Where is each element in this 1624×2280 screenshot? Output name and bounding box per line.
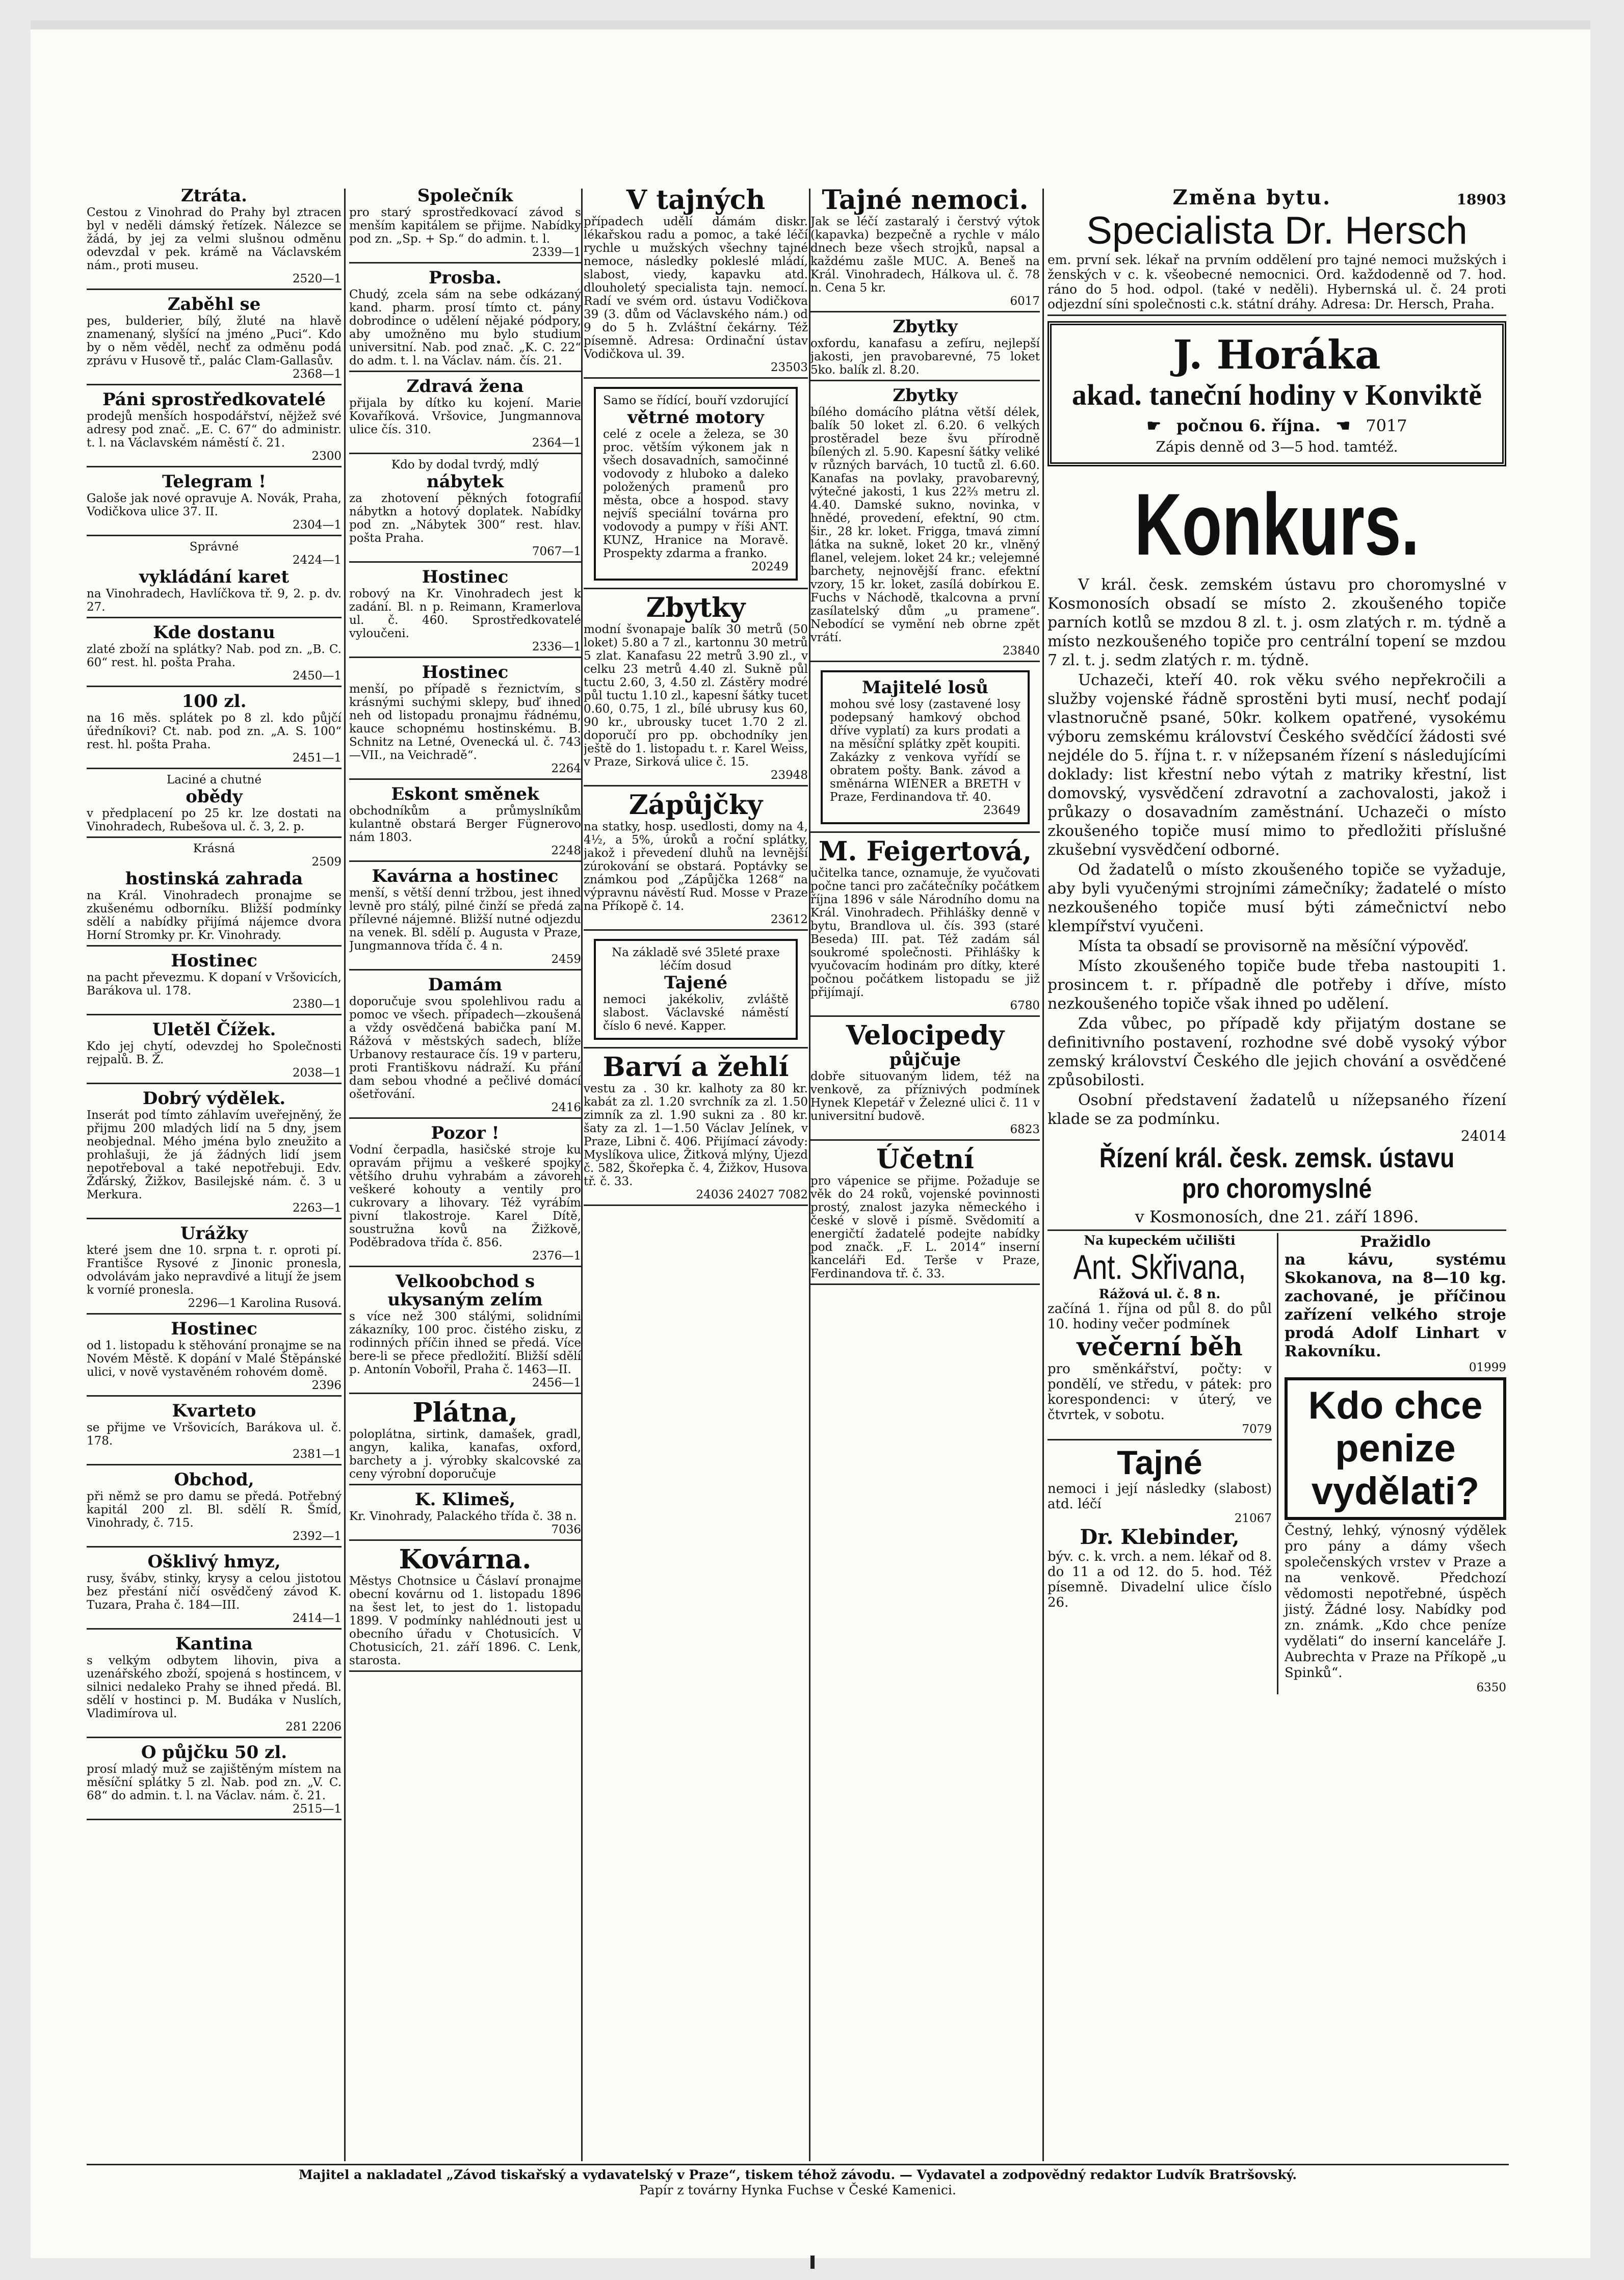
ad-body: se přijme ve Vršovicích, Barákova ul. č. 178. [87,1421,342,1448]
divider [1047,1439,1272,1440]
classified-ad [87,840,342,947]
kdo-title: Kdo chce penize vydělati? [1285,1377,1506,1520]
ad-number: 2248 [551,844,581,857]
hersch-title: Specialista Dr. Hersch [1086,209,1468,252]
ad-body: které jsem dne 10. srpna t. r. oproti pí. Františce Rysové z Jinonic pronesla, odvolávám jako nepravdivé a litují že jsem k vorníé pronesla. [87,1244,342,1297]
ad-number: 2456—1 [532,1376,581,1390]
ad-number: 2520—1 [292,272,342,285]
ad-number: 2381—1 [292,1448,342,1461]
ad-body: na Vinohradech, Havlíčkova tř. 9, 2. p. dv. 27. [87,587,342,614]
ad-number: 23840 [1002,644,1040,658]
ad-horak [1047,321,1506,466]
ad-body: Galoše jak nové opravuje A. Novák, Praha, Vodičkova ulice 37. II. [87,492,342,518]
ad-body: bílého domácího plátna větší délek, balík 50 loket zl. 6.20. 6 velkých prostěradel beze švu přírodně bílených zl. 5.90. Kapesní šátky veliké v různých barvách, 10 tuctů zl. 6.60. Kanafas na povlaky, pravobarevný, výtečné jakosti, 1 kus 22⅔ metru zl. 4.40. Damské sukno, novinka, v hnědé, provedení, efektní, 90 ctm. šir., 28 kr. loket. Frigga, tmavá zimní látka na sukně, loket 20 kr., vlněný flanel, velejem. loket 24 kr.; velejemné barchety, nejnovější franc. efektní vzory, 15 kr. loket, zasílá dobírkou E. Fuchs v Náchodě, tkalcovna a první zasílatelský dům „u pramene“. Nebodící se vymění neb obrne zpět vrátí. [810,406,1040,644]
ad-body: Vodní čerpadla, hasičské stroje ku opravám přijmu a veškeré spojky většího druhu vyhrabám a závoreh veškeré kohouty a ventily pro cukrovary a lihovary. Též vyrábím pivní tlakostroje. Karel Dítě, soustružna kovů na Žižkově, Poděbradova třída č. 856. [349,1143,581,1249]
ad-number: 23612 [770,913,808,926]
ad-body: zlaté zboží na splátky? Nab. pod zn. „B. C. 60“ rest. hl. pošta Praha. [87,643,342,669]
konkurs-paragraph: Osobní představení žadatelů u nížepsaného řízení klade se za podmínku. [1047,1091,1506,1128]
ad-skrivan [1047,1233,1278,1694]
classified-ad [349,1121,581,1267]
tajne-body: nemoci i její následky (slabost) atd. léčí [1047,1481,1272,1512]
ad-body: rusy, švábv, stinky, krysy a celou jistotou bez přestání ničí osvědčený závod K. Tuzara, Praha č. 184—III. [87,1572,342,1612]
classified-ad [810,1019,1040,1141]
classified-ad [87,1550,342,1630]
ad-heading: Kavárna a hostinec [372,866,559,886]
ad-heading: Zbytky [893,385,958,406]
footer-imprint: Majitel a nakladatel „Závod tiskařský a vydavatelský v Praze“, tiskem téhož závodu. — Vydavatel a zodpovědný redaktor Ludvík Bratršovský. [298,2167,1297,2182]
ad-body: poloplátna, sirtink, damašek, gradl, angyn, kalika, kanafas, oxford, barchety a j. výrobky skalcovské za ceny výrobní doporučuje [349,1428,581,1481]
ad-heading: V tajných [626,185,766,216]
skrivan-course: večerní běh [1077,1331,1243,1361]
classified-ad [349,456,581,563]
classified-ad [349,266,581,372]
ad-body: doporučuje svou spolehlivou radu a pomoc ve všech. případech—zkoušená a vždy osvědčená babička paní M. Rážová v městských sadech, blíže Urbanovy restaurace čís. 19 v parteru, proti Františkovu nádraží. Ku přání dam sebou vhodné a pečlivé domácí ošetřování. [349,995,581,1101]
ad-number: 7079 [1242,1423,1272,1436]
ad-body: vestu za . 30 kr. kalhoty za 80 kr. kabát za zl. 1.20 svrchník za zl. 1.50 zimník za zl. 1.90 sukni za . 80 kr. šaty za zl. 1—1.50 Václav Jelínek, v Praze, Libni č. 406. Přijímací závody: Myslíkova ulice, Žitková mlýny, Újezd č. 582, Škořepka č. 4, Žižkov, Husova tř. č. 33. [584,1082,808,1188]
ad-body: modní švonapaje balík 30 metrů (50 loket) 5.80 a 7 zl., kartonnu 30 metrů 5 zlat. Kanafasu 22 metrů 3.90 zl., v celku 23 metrů 4.40 zl. Sukně půl tuctu 2.60, 3, 4.50 zl. Zástěry modré půl tuctu 1.10 zl., kapesní šátky tucet 0.60, 0.75, 1 zl., bílé ubrusy kus 60, 90 kr., ubrousky tucet 1.70 2 zl. doporučí pro pp. obchodníky jen ještě do 1. listopadu t. r. Karel Weiss, v Praze, Sirková ulice č. 15. [584,623,808,769]
ad-number: 2364—1 [532,436,581,450]
classified-ad [87,1399,342,1465]
ad-number: 2414—1 [292,1612,342,1625]
ad-heading: Zbytky [646,592,746,623]
horak-line: akad. taneční hodiny v Konviktě [1071,378,1482,411]
ad-heading: Zaběhl se [167,294,261,315]
page-edge [31,20,1590,30]
konkurs-date: v Kosmonosích, dne 21. září 1896. [1135,1207,1419,1226]
skrivan-body: začíná 1. října od půl 8. do půl 10. hodiny večer podmínek [1047,1301,1272,1332]
konkurs-paragraph: Místa ta obsadí se provisorně na měsíční výpověď. [1078,937,1469,955]
ad-heading: Ošklivý hmyz, [147,1552,281,1572]
column-rule [581,189,583,2161]
ad-body: prosí mladý muž se zajištěným místem na měsíční splátky 5 zl. Nab. pod zn. „V. C. 68“ do admin. t. l. na Václav. nám. č. 21. [87,1763,342,1802]
ad-heading: Hostinec [171,951,257,971]
ad-number: 2339—1 [532,246,581,259]
ad-number: 6823 [1010,1123,1040,1136]
tajne-doctor: Dr. Klebinder, [1080,1525,1240,1549]
footer-paper: Papír z továrny Hynka Fuchse v České Kamenici. [639,2183,956,2197]
ad-subheading: půjčuje [889,1050,961,1070]
ad-number: 23948 [770,769,808,782]
ad-body: Inserát pod tímto záhlavím uveřejněný, že přijmu 200 mladých lidí na 5 dny, jsem neobjednal. Mého jména bylo zneužito a prohlašuji, že já žádných lidí jsem nepotřeboval a také nepotřebuji. Edv. Žďárský, Žižkov, Basilejské nám. č. 3 u Merkura. [87,1109,342,1201]
pointing-hand-icon: ☚ [1335,416,1351,435]
classified-ad [87,184,342,290]
classified-ad [349,565,581,658]
classified-ad [349,660,581,780]
ad-heading: Velkoobchod s ukysaným zelím [387,1271,543,1310]
column-3 [584,184,808,1208]
ad-preheading: Samo se řídící, bouří vzdorující [603,394,789,407]
ad-body: s velkým odbytem lihovin, piva a uzenářského zboží, spojená s hostincem, v silnici nedaleko Prahy se ihned předá. Bl. sdělí v hostinci p. M. Budáka v Nuslích, Vladimírova ul. [87,1654,342,1720]
ad-number: 2451—1 [292,751,342,765]
classified-ad [349,973,581,1119]
ad-heading: Uletěl Čížek. [152,1019,276,1040]
footer [87,2167,1509,2198]
ad-heading: větrné motory [627,407,764,428]
ad-konkurs [1047,471,1506,1231]
skrivan-name: Ant. Skřivana, [1073,1248,1246,1287]
classified-ad [87,1017,342,1084]
skrivan-body-2: pro směnkářství, počty: v pondělí, ve středu, v pátek: pro korespondenci: v úterý, ve čtvrtek, v sobotu. [1047,1361,1272,1423]
ad-number: 2264 [551,762,581,775]
ad-heading: Dobrý výdělek. [142,1088,286,1109]
ad-heading: 100 zl. [181,691,247,712]
ad-heading: Ztráta. [180,186,248,206]
ad-number: 2336—1 [532,640,581,653]
ad-number: 281 2206 [285,1720,342,1734]
ad-number: 24036 24027 7082 [696,1188,808,1201]
ad-body: s více než 300 stálými, solidními zákazníky, 100 proc. čistého zisku, z rodinných příčin ihned se předá. Více bere-li se přece předložití. Bližší sdělí p. Antonín Vobořil, Praha č. 1463—II. [349,1310,581,1376]
classified-ad [349,184,581,264]
horak-name: J. Horáka [1173,332,1381,378]
ad-body: na pacht převezmu. K dopaní v Vršovicích, Barákova ul. 178. [87,971,342,998]
bottom-ads [1047,1233,1506,1694]
ad-heading: Pozor ! [431,1123,500,1143]
classified-ad [810,184,1040,312]
classified-ad [584,591,808,787]
ad-number: 7017 [1366,416,1407,435]
ad-number: 6017 [1010,295,1040,308]
ad-number: 7036 [551,1523,581,1536]
ad-body: od 1. listopadu k stěhování pronajme se na Novém Městě. K dopání v Malé Štěpánské ulici, v nově vystavěném rohovém domě. [87,1339,342,1379]
konkurs-paragraph: V král. česk. zemském ústavu pro choromyslné v Kosmonosích obsadí se místo 2. zkoušeného topiče parních kotlů se mzdou 8 zl. t. j. osm zlatých r. m. týdně a místo nezkoušeného topiče pro centrální topení se mzdou 7 zl. t. j. sedm zlatých r. m. týdně. [1047,576,1506,669]
ad-heading: O půjčku 50 zl. [141,1742,287,1763]
ad-number: 20249 [751,560,789,573]
classified-ad [810,664,1040,833]
ad-number: 2296—1 Karolina Rusová. [188,1297,342,1310]
ad-body: na statky, hosp. usedlosti, domy na 4, 4½, a 5%, úroků a roční splátky, jakož i převedení dluhů na levnější zúrokování se obstará. Poptávky se známkou pod „Zápůjčka 1268“ na výpravnu návěstí Rud. Mosse v Praze na Příkopě č. 14. [584,820,808,913]
classified-ad [87,469,342,536]
ad-body: Cestou z Vinohrad do Prahy byl ztracen byl v neděli dámský řetízek. Nálezce se žádá, by jej za velmi slušnou odměnu odevzdal v pek. krámě na Václavském nám., proti museu. [87,206,342,272]
classified-ad [349,1543,581,1672]
ad-number: 6780 [1010,999,1040,1012]
ad-number: 2380—1 [292,998,342,1011]
ad-number: 21067 [1234,1512,1272,1525]
column-5 [1047,184,1506,1694]
ad-number: 2368—1 [292,368,342,381]
column-1 [87,184,342,1822]
ad-heading: Damám [428,975,503,995]
ad-number: 24014 [1460,1128,1506,1144]
ad-body: Kdo jej chytí, odevzdej ho Společnosti rejpalů. B. Ž. [87,1040,342,1066]
classified-ad [810,835,1040,1017]
konkurs-paragraph: Zda vůbec, po případě kdy přijatým dostane se definitivního postavení, rozhodne své době vysoký výbor zemský království Českého dle jejich chování a osvědčené způsobilosti. [1047,1015,1506,1089]
ad-heading: Majitelé losů [861,677,989,698]
ad-body: pro vápenice se přijme. Požaduje se věk do 24 roků, vojenské povinnosti prostý, znalost jazyka německého i české v slově i písmě. Svědomití a energičtí žadatelé podejte nabídky pod značk. „F. L. 2014“ inserní kanceláři Ed. Terše v Praze, Ferdinandova tř. č. 33. [810,1174,1040,1280]
ad-body: za zhotovení pěkných fotografií nábytkn a hotový doplatek. Nabídky pod zn. „Nábytek 300“ rest. hlav. pošta Praha. [349,492,581,545]
classified-ad [87,771,342,838]
tajne-title: Tajné [1117,1444,1202,1481]
classified-ad [87,1467,342,1548]
classified-ad [810,1143,1040,1285]
ad-body: případech udělí dámám diskr. lékařskou radu a pomoc, a také léčí rychle u mužských všechny tajné nemoce, následky pokleslé mládí, slabost, viedy, kapavku atd. dlouholetý specialista tajn. nemocí. Radí ve svém ord. ústavu Vodičkova 39 (3. dům od Václavského nám.) od 9 do 5 h. Zvláštní čekárny. Též písemně. Adresa: Ordinační ústav Vodičkova ul. 39. [584,215,808,361]
ad-preheading: Laciné a chutné [166,773,262,787]
ad-body: učitelka tance, oznamuje, že vyučovati počne tanci pro začátečníky počátkem října 1896 v sále Národního domu na Král. Vinohradech. Přihlášky denně v bytu, Brandlova ul. čís. 393 (staré Beseda) III. pat. Též zadám sál soukromé společnosti. Přihlášky k vyučovacím hodinám pro dítky, které počnou počátkem listopadu se již přijímají. [810,867,1040,999]
ad-body: pro starý sprostředkovací závod s menším kapitálem se přijme. Nabídky pod zn. „Sp. + Sp.“ do admin. t. l. [349,206,581,246]
ad-number: 2376—1 [532,1249,581,1263]
classified-ad [584,184,808,379]
konkurs-paragraph: Uchazeči, kteří 40. rok věku svého nepřekročili a služby vojenské řádně sprostěni byti musí, nechť podají vlastnoručně psané, 50kr. kolkem opatřené, vysokému výboru zemskému království Českého svědčící žádosti své nejdéle do 5. října t. r. v nížepsaném řízení s následujícími doklady: list křestní nebo výtah z matriky křestní, list domovský, vysvědčení zdravotní a zachovalosti, jakož i průkazy o dosavadním zaměstnání. Uchazeči o místo zkoušeného topiče musí mimo to předložiti příslušné zkušební vysvědčení odborné. [1047,671,1506,859]
ad-body: Jak se léčí zastaralý i čerstvý výtok (kapavka) bezpečně a rychle v málo dnech beze všech strojků, napsal a každému zašle MUC. A. Beneš na Král. Vinohradech, Hálkova ul. č. 78 n. Cena 5 kr. [810,215,1040,295]
classified-ad [87,949,342,1015]
classified-ad [349,1487,581,1541]
classified-ad [349,1269,581,1394]
ad-body: celé z ocele a železa, se 30 proc. větším výkonem jak n všech dosavadních, samočinné vodovody z hluboko a daleko položených pramenů pro města, obce a hospod. stavy nejvíš speciální továrna pro vodovody a pumpy v říši ANT. KUNZ, Hranice na Moravě. Prospekty zdarma a franko. [603,428,789,560]
classified-ad [87,387,342,467]
classified-ad [87,1086,342,1219]
ad-heading: Eskont směnek [391,784,539,804]
ad-number: 6350 [1476,1681,1506,1694]
horak-note: Zápis denně od 3—5 hod. tamtéž. [1156,438,1398,455]
prazidlo-body: na kávu, systému Skokanova, na 8—10 kg. zachované, je příčinou zařízení velkého stroje prodá Adolf Linhart v Rakovníku. [1285,1251,1506,1360]
ad-heading: Kantina [175,1634,253,1654]
newspaper-page [31,20,1590,2258]
ad-heading: vykládání karet [139,567,290,587]
ad-heading: Prosba. [429,268,502,288]
ad-number: 2396 [311,1379,342,1392]
ad-heading: Kovárna. [399,1544,532,1575]
ad-heading: Velocipedy [846,1020,1005,1051]
classified-ad [810,383,1040,662]
ad-preheading: Správné [189,540,239,554]
ad-heading: Zbytky [893,317,958,337]
konkurs-title: Konkurs. [1134,476,1420,573]
ad-heading: obědy [186,787,243,807]
ad-body: v předplacení po 25 kr. lze dostati na Vinohradech, Rubešova ul. č. 3, 2. p. [87,807,342,833]
hersch-body: em. první sek. lékař na prvním oddělení pro tajné nemoci mužských i ženských v c. k. všeobecné nemocnici. Ord. každodenně od 7. hod. ráno do 5 hod. odpol. (také v neděli). Hybernská ul. č. 24 proti odjezdní síni společnosti c.k. státní dráhy. Adresa: Dr. Hersch, Praha. [1047,252,1506,311]
ad-heading: K. Klimeš, [414,1489,516,1510]
ad-heading: Urážky [180,1223,248,1244]
classified-ad [87,1317,342,1397]
ad-body: při němž se pro damu se předá. Potřebný kapitál 200 zl. Bl. sdělí R. Šmíd, Vinohrady, č. 715. [87,1490,342,1530]
ad-heading: Obchod, [174,1470,254,1490]
ad-body: obchodníkům a průmyslníkům kulantně obstará Berger Fügnerovo nám 1803. [349,804,581,844]
ad-number: 01999 [1469,1361,1506,1374]
horak-start: počnou 6. října. [1176,416,1321,435]
column-2 [349,184,581,1674]
pointing-hand-icon: ☛ [1146,416,1162,435]
ad-heading: Účetní [876,1144,974,1175]
skrivan-pre: Na kupeckém učilišti [1084,1233,1236,1248]
ad-heading: Hostinec [422,662,509,683]
ad-number: 23649 [983,804,1020,817]
ad-number: 2424—1 [292,554,342,567]
classified-ad [87,620,342,687]
ad-body: na 16 měs. splátek po 8 zl. kdo půjčí úředníkovi? Ct. nab. pod zn. „A. S. 100“ rest. hl. pošta Praha. [87,712,342,751]
ad-number: 2304—1 [292,518,342,532]
ad-body: Městys Chotnsice u Čáslaví pronajme obecní kovárnu od 1. listopadu 1896 na šest let, to jest do 1. listopadu 1899. V podmínky nahlédnouti jest u obecního úřadu v Chotusicích. V Chotusicích, 21. září 1896. C. Lenk, starosta. [349,1575,581,1667]
classified-ad [87,292,342,385]
ad-heading: Společník [417,186,513,206]
ad-body: oxfordu, kanafasu a zefíru, nejlepší jakosti, jen pravobarevné, 75 loket 5ko. balík zl. 8.20. [810,337,1040,377]
ad-heading: Tajné nemoci. [822,185,1029,216]
prazidlo-title: Pražidlo [1360,1233,1431,1251]
classified-ad [349,782,581,862]
ad-body: nemoci jakékoliv, zvláště slabost. Václavské náměstí číslo 6 nevé. Kapper. [603,993,789,1033]
classified-ad [87,689,342,769]
classified-ad [584,789,808,931]
column-rule [344,189,346,2161]
ad-number: 2509 [311,855,342,869]
tajne-body-2: býv. c. k. vrch. a nem. lékař od 8. do 11 a od 12. do 5. hod. Též písemně. Divadelní ulice číslo 26. [1047,1549,1272,1610]
ad-number: 2392—1 [292,1530,342,1543]
ad-preheading: Krásná [193,842,235,855]
ad-number: 2515—1 [292,1802,342,1816]
ad-heading: Kvarteto [172,1401,256,1421]
ad-number: 7067—1 [532,545,581,558]
right-ads [1278,1233,1506,1694]
ad-heading: M. Feigertová, [818,836,1032,867]
ad-heading: Telegram ! [162,471,267,492]
ad-heading: Kde dostanu [153,622,275,643]
ad-heading: hostinská zahrada [125,869,303,889]
ad-heading: Tajené [664,973,728,993]
classified-ad [584,381,808,589]
classified-ad [810,315,1040,381]
kdo-body: Čestný, lehký, výnosný výdělek pro pány a dámy všech společenských vrstev v Praze a na venkově. Předchozí vědomosti nepotřebné, úspěch jistý. Žádné losy. Nabídky pod zn. známk. „Kdo chce peníze vydělati“ do inserní kanceláře J. Aubrechta v Praze na Příkopě „u Spinků“. [1285,1523,1506,1681]
ad-heading: Barví a žehlí [603,1052,789,1083]
classified-ad [584,933,808,1049]
ad-number: 2038—1 [292,1066,342,1080]
ad-body: pes, bulderier, bílý, žluté na hlavě znamenaný, slyšící na jméno „Puci“. Kdo by o něm věděl, nechť za odměnu podá zprávu v Husově tř., palác Clam-Gallasův. [87,315,342,368]
classified-ad [349,374,581,454]
ad-body: dobře situovaným lidem, též na venkově, za příznivých podmínek Hynek Klepetář v Železné ulici č. 11 v universitní budově. [810,1070,1040,1123]
page-mark [810,2256,815,2269]
ad-body: robový na Kr. Vinohradech jest k zadání. Bl. n p. Reimann, Kramerlova ul. č. 460. Sprostředkovatelé vyloučeni. [349,587,581,640]
classified-ad [87,1221,342,1315]
ad-body: menší, po případě s řeznictvím, s krásnými suchými sklepy, buď ihned neh od listopadu pronajmu řádnému, kauce schopnému hostinskému. B. Schnitz na Letné, Ovenecká ul. č. 743—VII., na Veichradě“. [349,683,581,762]
konkurs-paragraph: Místo zkoušeného topiče bude třeba nastoupiti 1. prosincem t. r. případně dle potřeby i dříve, místo nezkoušeného topiče však ihned po udělení. [1047,957,1506,1013]
ad-body: Kr. Vinohrady, Palackého třída č. 38 n. [349,1510,577,1523]
konkurs-paragraph: Od žadatelů o místo zkoušeného topiče se vyžaduje, aby byli vyučenými strojními zámečníky; žadatelé o místo nezkoušeného topiče musí býti zámečnictví nebo klempířství vyučeni. [1047,861,1506,935]
ad-heading: nábytek [426,471,504,492]
konkurs-signature: Řízení král. česk. zemsk. ústavu pro choromyslné [1099,1143,1455,1204]
ad-hersch [1047,184,1506,316]
classified-ad [87,538,342,618]
column-rule [1042,189,1044,2161]
classified-ad [349,1396,581,1485]
footer-rule [87,2164,1509,2165]
ad-preheading: Kdo by dodal tvrdý, mdlý [391,458,539,471]
ad-heading: Zápůjčky [628,790,763,821]
skrivan-address: Rážová ul. č. 8 n. [1098,1287,1221,1301]
ad-number: 18903 [1456,191,1506,208]
ad-heading: Plátna, [412,1397,518,1428]
classified-ad [87,1740,342,1820]
ad-body: mohou své losy (zastavené losy podepsaný hamkový obchod dříve vyplatí) za kurs prodati a na měsíční splátky zpět koupiti. Zakázky z venkova vyřídí se obratem pošty. Bank. závod a směnárna WIENER a BRETH v Praze, Ferdinandova tř. 40. [830,698,1020,804]
ad-heading: Zdravá žena [406,376,524,397]
konkurs-body [1047,575,1506,1129]
ad-body: na Král. Vinohradech pronajme se zkušenému odborníku. Bližší podmínky sdělí a nabídky přijímá nájemce dvora Horní Stromky pr. Kr. Vinohrady. [87,889,342,942]
column-4 [810,184,1040,1287]
ad-number: 23503 [770,361,808,374]
ad-preheading: Na základě své 35leté praxe léčím dosud [612,946,780,973]
ad-body: menší, s větší denní tržbou, jest ihned levně pro stálý, pilné činží se předá za přílevné nájemné. Bližší nutné odjezdu na venek. Bl. sdělí p. Augusta v Praze, Jungmannova třída č. 4 n. [349,886,581,953]
classified-ad [87,1632,342,1738]
ad-number: 2450—1 [292,669,342,683]
ad-number: 2459 [551,953,581,966]
ad-number: 2263—1 [292,1201,342,1215]
classified-ad [349,864,581,971]
ad-number: 2300 [311,450,342,463]
ad-body: prodejů menších hospodářství, nějžež své adresy pod znač. „E. C. 67“ do administr. t. l. na Václavském náměstí č. 21. [87,410,342,450]
ad-heading: Hostinec [422,567,509,587]
ad-body: přijala by dítko ku kojení. Marie Kovaříková. Vršovice, Jungmannova ulice čís. 310. [349,397,581,436]
ad-heading: Páni sprostředkovatelé [102,389,326,410]
ad-body: Chudý, zcela sám na sebe odkázaný kand. pharm. prosí tímto ct. pány dobrodince o udělení nějaké pódpory, aby umožněno mu bylo studium universitní. Nab. pod znač. „K. C. 22“ do adm. t. l. na Václav. nám. čís. 21. [349,288,581,368]
ad-heading: Hostinec [171,1319,257,1339]
move-title: Změna bytu. [1172,186,1332,209]
ad-number: 2416 [551,1101,581,1114]
classified-ad [584,1051,808,1206]
